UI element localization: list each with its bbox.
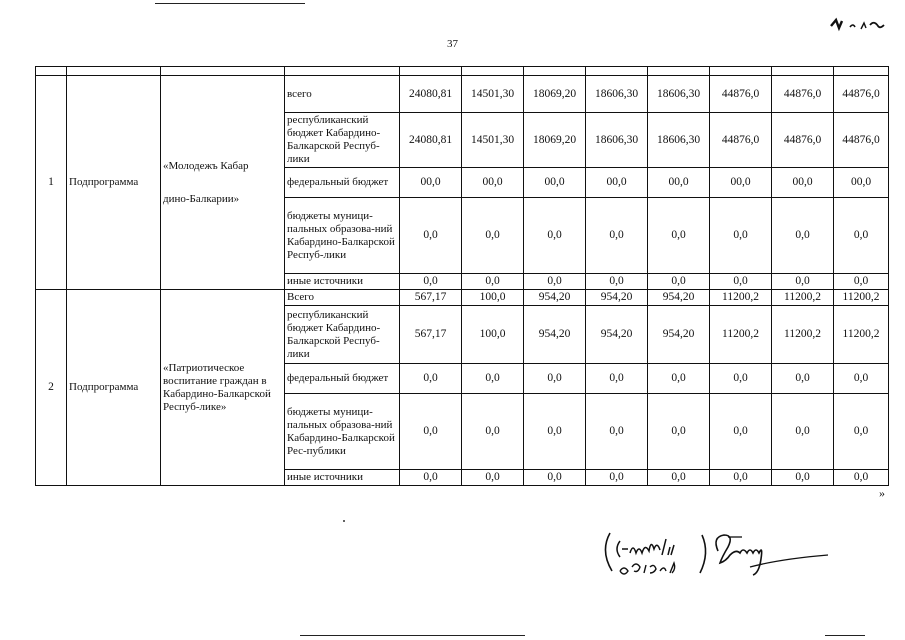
funding-value: 00,0 xyxy=(834,168,889,198)
funding-value: 0,0 xyxy=(648,470,710,486)
funding-value: 954,20 xyxy=(524,306,586,364)
funding-value: 44876,0 xyxy=(834,113,889,168)
funding-value: 18069,20 xyxy=(524,113,586,168)
funding-value: 18606,30 xyxy=(586,113,648,168)
funding-value: 0,0 xyxy=(586,364,648,394)
funding-value: 00,0 xyxy=(462,168,524,198)
header-cell xyxy=(400,67,462,76)
program-name-line: «Патриотическое воспитание граждан в Кабардино-Балкарской Респуб-лике» xyxy=(163,361,271,413)
header-cell xyxy=(586,67,648,76)
funding-value: 954,20 xyxy=(648,306,710,364)
header-cell xyxy=(648,67,710,76)
funding-source-label: федеральный бюджет xyxy=(285,364,400,394)
funding-value: 0,0 xyxy=(834,274,889,290)
stray-dot xyxy=(343,520,345,522)
funding-value: 0,0 xyxy=(586,394,648,470)
funding-value: 0,0 xyxy=(772,274,834,290)
funding-value: 0,0 xyxy=(834,394,889,470)
row-index: 2 xyxy=(36,290,67,486)
funding-value: 00,0 xyxy=(648,168,710,198)
funding-value: 0,0 xyxy=(400,364,462,394)
funding-value: 954,20 xyxy=(648,290,710,306)
program-name xyxy=(161,76,285,290)
funding-value: 00,0 xyxy=(710,168,772,198)
funding-value: 00,0 xyxy=(524,168,586,198)
funding-value: 11200,2 xyxy=(834,290,889,306)
header-cell xyxy=(710,67,772,76)
funding-value: 0,0 xyxy=(462,198,524,274)
funding-value: 18606,30 xyxy=(648,113,710,168)
funding-value: 11200,2 xyxy=(772,290,834,306)
funding-value: 0,0 xyxy=(710,470,772,486)
funding-value: 11200,2 xyxy=(710,290,772,306)
funding-value: 14501,30 xyxy=(462,113,524,168)
funding-value: 0,0 xyxy=(400,470,462,486)
funding-value: 0,0 xyxy=(462,394,524,470)
funding-value: 100,0 xyxy=(462,290,524,306)
funding-value: 0,0 xyxy=(462,470,524,486)
funding-value: 567,17 xyxy=(400,306,462,364)
funding-value: 0,0 xyxy=(524,198,586,274)
funding-value: 0,0 xyxy=(524,364,586,394)
header-cell xyxy=(772,67,834,76)
funding-source-label: иные источники xyxy=(285,470,400,486)
program-name-line: «Молодежъ Кабар xyxy=(163,159,249,172)
funding-value: 0,0 xyxy=(710,274,772,290)
budget-table xyxy=(35,66,889,486)
funding-value: 24080,81 xyxy=(400,113,462,168)
funding-value: 0,0 xyxy=(710,364,772,394)
funding-value: 0,0 xyxy=(648,198,710,274)
funding-value: 0,0 xyxy=(462,274,524,290)
funding-value: 00,0 xyxy=(772,168,834,198)
funding-value: 0,0 xyxy=(834,470,889,486)
funding-value: 0,0 xyxy=(462,364,524,394)
funding-value: 0,0 xyxy=(400,198,462,274)
table-row xyxy=(36,290,889,306)
funding-value: 954,20 xyxy=(586,306,648,364)
funding-value: 0,0 xyxy=(586,274,648,290)
header-cell xyxy=(462,67,524,76)
funding-value: 0,0 xyxy=(648,394,710,470)
funding-value: 00,0 xyxy=(586,168,648,198)
top-rule xyxy=(155,3,305,4)
funding-value: 0,0 xyxy=(524,274,586,290)
funding-value: 44876,0 xyxy=(710,76,772,113)
handwritten-signature xyxy=(600,527,840,587)
funding-value: 0,0 xyxy=(400,394,462,470)
funding-value: 0,0 xyxy=(586,470,648,486)
funding-value: 14501,30 xyxy=(462,76,524,113)
funding-source-label: бюджеты муници-пальных образова-ний Кабардино-Балкарской Рес-публики xyxy=(285,394,400,470)
program-type: Подпрограмма xyxy=(67,290,161,486)
funding-source-label: Всего xyxy=(285,290,400,306)
funding-value: 0,0 xyxy=(772,364,834,394)
header-cell xyxy=(36,67,67,76)
funding-value: 0,0 xyxy=(524,394,586,470)
funding-value: 0,0 xyxy=(400,274,462,290)
funding-value: 24080,81 xyxy=(400,76,462,113)
funding-value: 0,0 xyxy=(710,198,772,274)
funding-value: 18606,30 xyxy=(586,76,648,113)
funding-value: 954,20 xyxy=(524,290,586,306)
funding-source-label: бюджеты муници-пальных образова-ний Кабардино-Балкарской Респуб-лики xyxy=(285,198,400,274)
funding-value: 11200,2 xyxy=(772,306,834,364)
program-name-line: дино-Балкарии» xyxy=(163,192,240,205)
row-index: 1 xyxy=(36,76,67,290)
header-cell xyxy=(524,67,586,76)
table-row xyxy=(36,76,889,113)
funding-value: 0,0 xyxy=(648,364,710,394)
header-cell xyxy=(285,67,400,76)
funding-value: 954,20 xyxy=(586,290,648,306)
budget-table-body xyxy=(36,67,889,486)
page-number: 37 xyxy=(447,38,458,50)
funding-value: 0,0 xyxy=(648,274,710,290)
funding-value: 44876,0 xyxy=(834,76,889,113)
funding-source-label: республиканский бюджет Кабардино-Балкарской Респуб-лики xyxy=(285,113,400,168)
bottom-right-rule xyxy=(825,635,865,636)
funding-value: 18069,20 xyxy=(524,76,586,113)
program-type: Подпрограмма xyxy=(67,76,161,290)
funding-value: 100,0 xyxy=(462,306,524,364)
program-name xyxy=(161,290,285,486)
table-header-row xyxy=(36,67,889,76)
funding-value: 18606,30 xyxy=(648,76,710,113)
handwritten-mark xyxy=(828,14,888,36)
funding-value: 0,0 xyxy=(710,394,772,470)
funding-source-label: всего xyxy=(285,76,400,113)
header-cell xyxy=(67,67,161,76)
funding-value: 0,0 xyxy=(524,470,586,486)
closing-quote: » xyxy=(879,486,885,500)
funding-value: 0,0 xyxy=(772,394,834,470)
header-cell xyxy=(161,67,285,76)
funding-value: 44876,0 xyxy=(772,113,834,168)
funding-source-label: федеральный бюджет xyxy=(285,168,400,198)
funding-value: 0,0 xyxy=(834,198,889,274)
funding-value: 567,17 xyxy=(400,290,462,306)
funding-value: 0,0 xyxy=(772,470,834,486)
funding-source-label: республиканский бюджет Кабардино-Балкарской Респуб-лики xyxy=(285,306,400,364)
funding-value: 00,0 xyxy=(400,168,462,198)
header-cell xyxy=(834,67,889,76)
funding-source-label: иные источники xyxy=(285,274,400,290)
bottom-rule xyxy=(300,635,525,636)
funding-value: 0,0 xyxy=(772,198,834,274)
funding-value: 11200,2 xyxy=(710,306,772,364)
funding-value: 0,0 xyxy=(834,364,889,394)
funding-value: 0,0 xyxy=(586,198,648,274)
funding-value: 44876,0 xyxy=(772,76,834,113)
funding-value: 11200,2 xyxy=(834,306,889,364)
funding-value: 44876,0 xyxy=(710,113,772,168)
